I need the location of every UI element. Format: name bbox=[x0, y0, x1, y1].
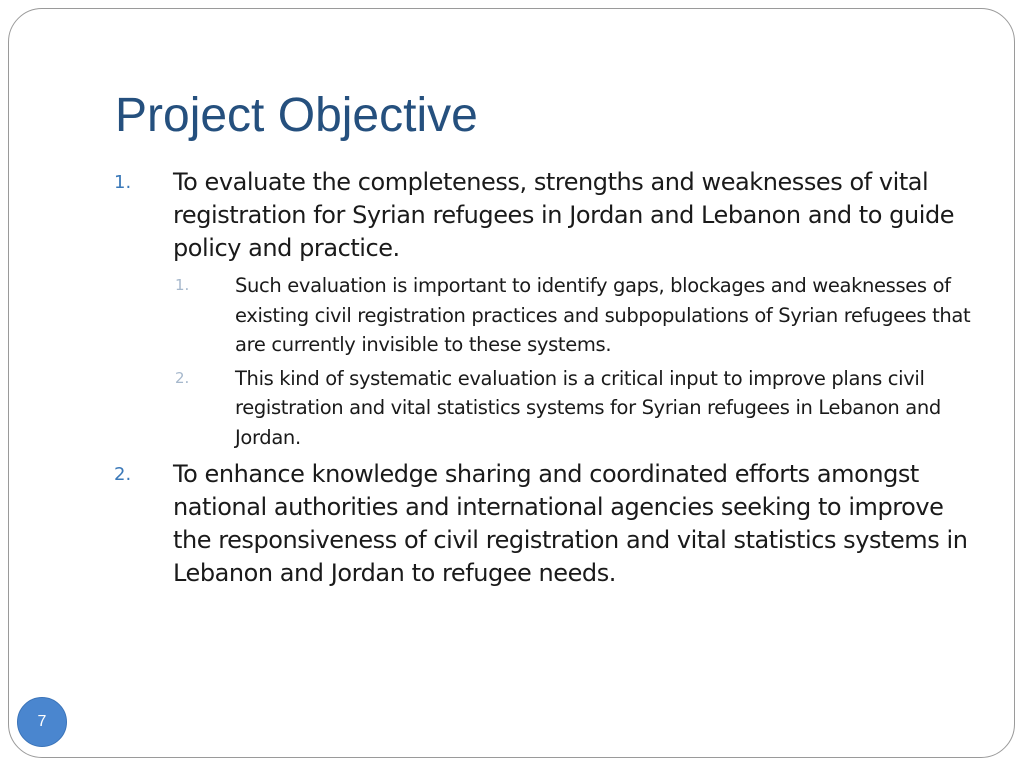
objective-item-2 bbox=[112, 458, 982, 590]
sub-item-number: 1. bbox=[175, 276, 190, 294]
slide-title: Project Objective bbox=[115, 89, 478, 142]
sub-item-1 bbox=[173, 271, 982, 360]
sub-item-2 bbox=[173, 364, 982, 453]
objective-item-1 bbox=[112, 166, 982, 265]
sub-item-text: Such evaluation is important to identify gaps, blockages and weaknesses of existing civil registration practices and subpopulations of Syrian refugees that are currently invisible to these systems. bbox=[235, 274, 971, 356]
objective-text: To evaluate the completeness, strengths and weaknesses of vital registration for Syrian refugees in Jordan and Lebanon and to guide policy and practice. bbox=[173, 168, 955, 262]
objectives-list bbox=[112, 166, 982, 590]
sub-item-text: This kind of systematic evaluation is a critical input to improve plans civil registration and vital statistics systems for Syrian refugees in Lebanon and Jordan. bbox=[235, 366, 941, 449]
objective-number: 1. bbox=[114, 172, 132, 193]
objective-number: 2. bbox=[114, 464, 132, 485]
sub-item-number: 2. bbox=[175, 368, 190, 387]
objective-1-sub-list bbox=[173, 271, 982, 452]
page-number-badge: 7 bbox=[17, 697, 67, 747]
objective-text: To enhance knowledge sharing and coordinated efforts amongst national authorities and international agencies seeking to improve the responsiveness of civil registration and vital statistics systems in Lebanon and Jordan to refugee needs. bbox=[173, 460, 968, 587]
